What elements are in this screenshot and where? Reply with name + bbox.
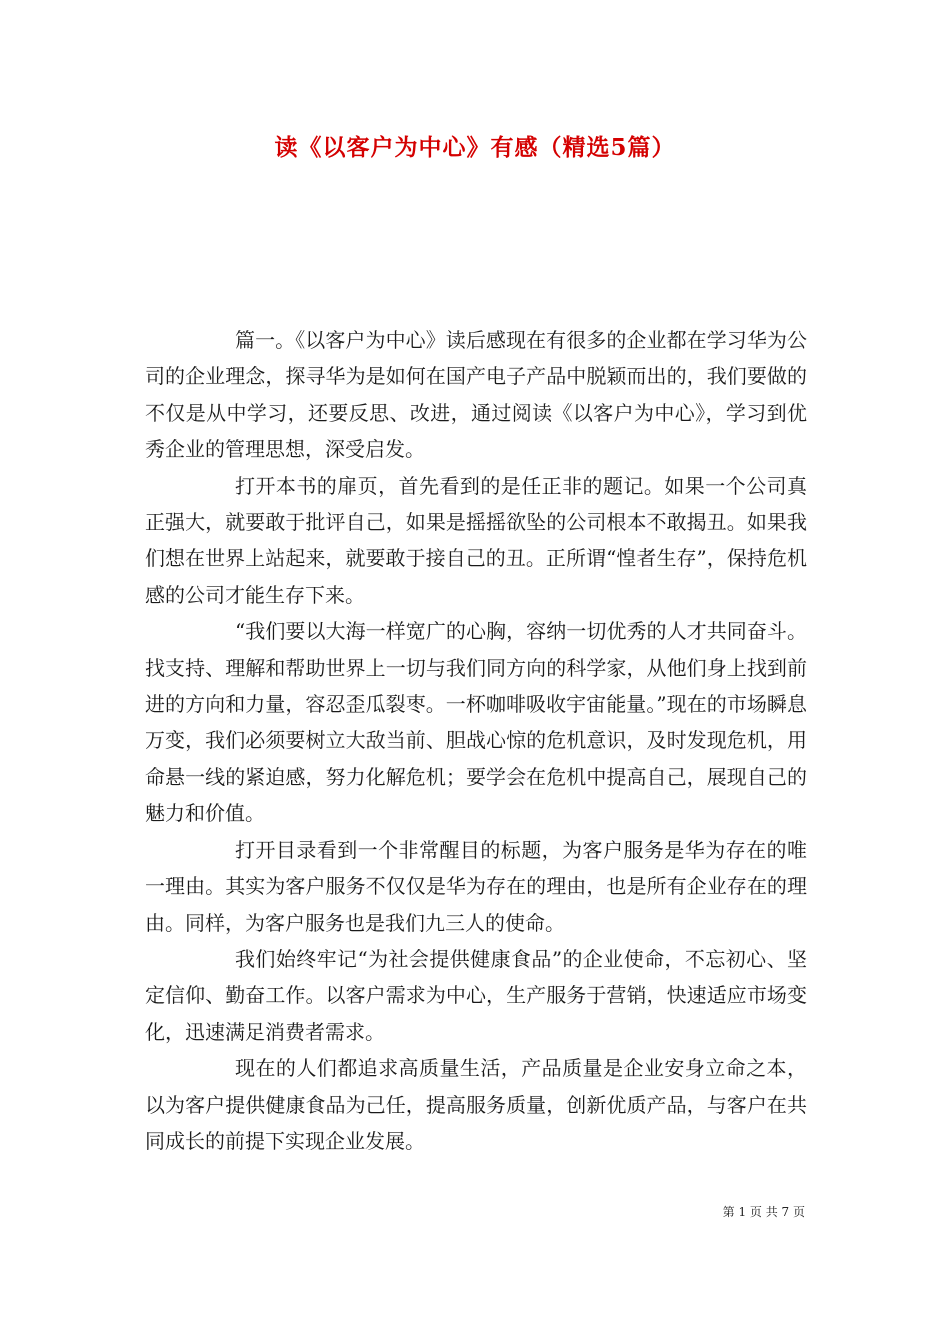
paragraph: 现在的人们都追求高质量生活，产品质量是企业安身立命之本，以为客户提供健康食品为己任，提高服务质量，创新优质产品，与客户在共同成长的前提下实现企业发展。 — [145, 1056, 807, 1153]
document-title: 读《以客户为中心》有感（精选5篇） — [274, 134, 676, 161]
paragraph: 打开本书的扉页，首先看到的是任正非的题记。如果一个公司真正强大，就要敢于批评自己，如果是摇摇欲坠的公司根本不敢揭丑。如果我们想在世界上站起来，就要敢于接自己的丑。正所谓“惶者生存”，保持危机感的公司才能生存下来。 — [145, 473, 807, 607]
paragraph: 篇一。《以客户为中心》读后感现在有很多的企业都在学习华为公司的企业理念，探寻华为是如何在国产电子产品中脱颖而出的，我们要做的不仅是从中学习，还要反思、改进，通过阅读《以客户为中心》，学习到优秀企业的管理思想，深受启发。 — [145, 328, 807, 462]
document-body — [145, 322, 807, 1159]
paragraph: 我们始终牢记“为社会提供健康食品”的企业使命，不忘初心、坚定信仰、勤奋工作。以客户需求为中心，生产服务于营销，快速适应市场变化，迅速满足消费者需求。 — [145, 946, 807, 1044]
paragraph: “我们要以大海一样宽广的心胸，容纳一切优秀的人才共同奋斗。找支持、理解和帮助世界上一切与我们同方向的科学家，从他们身上找到前进的方向和力量，容忍歪瓜裂枣。一杯咖啡吸收宇宙能量。”现在的市场瞬息万变，我们必须要树立大敌当前、胆战心惊的危机意识，及时发现危机，用命悬一线的紧迫感，努力化解危机；要学会在危机中提高自己，展现自己的魅力和价值。 — [145, 619, 807, 826]
page-number-footer: 第 1 页 共 7 页 — [722, 1205, 805, 1219]
paragraph: 打开目录看到一个非常醒目的标题，为客户服务是华为存在的唯一理由。其实为客户服务不仅仅是华为存在的理由，也是所有企业存在的理由。同样，为客户服务也是我们九三人的使命。 — [145, 837, 807, 935]
